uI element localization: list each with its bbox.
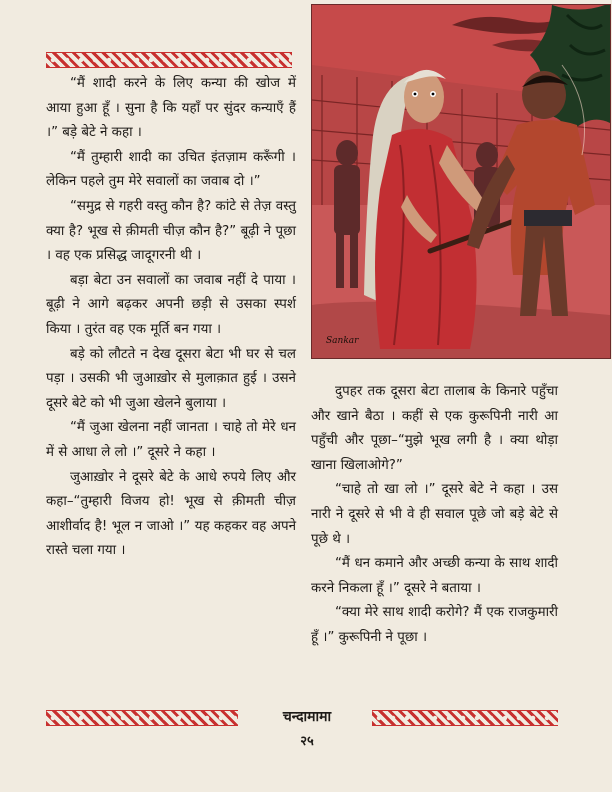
magazine-title: चन्दामामा [282, 709, 332, 725]
paragraph: जुआख़ोर ने दूसरे बेटे के आधे रुपये लिए और कहा–“तुम्हारी विजय हो! भूख से क़ीमती चीज़ आशीर्वाद है! भूल न जाओ ।” यह कहकर वह अपने रास्ते चला गया । [46, 469, 296, 559]
paragraph: “मैं तुम्हारी शादी का उचित इंतज़ाम करूँगी । लेकिन पहले तुम मेरे सवालों का जवाब दो ।” [46, 149, 296, 190]
paragraph: “मैं धन कमाने और अच्छी कन्या के साथ शादी करने निकला हूँ ।” दूसरे ने बताया । [311, 556, 558, 596]
paragraph: “समुद्र से गहरी वस्तु कौन है? कांटे से तेज़ वस्तु क्या है? भूख से क़ीमती चीज़ कौन है?” बूढ़ी ने पूछा । वह एक प्रसिद्ध जादूगरनी थी । [46, 198, 296, 264]
paragraph: “क्या मेरे साथ शादी करोगे? मैं एक राजकुमारी हूँ ।” कुरूपिनी ने पूछा । [311, 605, 558, 645]
left-text-column [46, 72, 296, 564]
paragraph: “चाहे तो खा लो ।” दूसरे बेटे ने कहा । उस नारी ने दूसरे से भी वे ही सवाल पूछे जो बड़े बेटे से पूछे थे । [311, 482, 558, 547]
page-number: २५ [300, 734, 314, 749]
illustration-artwork [312, 5, 610, 358]
bottom-left-decorative-border [46, 710, 238, 726]
paragraph: बड़ा बेटा उन सवालों का जवाब नहीं दे पाया । बूढ़ी ने आगे बढ़कर अपनी छड़ी से उसका स्पर्श किया । तुरंत वह एक मूर्ति बन गया । [46, 272, 296, 337]
artist-signature: Sankar [326, 336, 359, 346]
right-text-column [311, 380, 558, 651]
story-illustration [311, 4, 611, 359]
paragraph: “मैं शादी करने के लिए कन्या की खोज में आया हुआ हूँ । सुना है कि यहाँ पर सुंदर कन्याएँ हैं ।” बड़े बेटे ने कहा । [46, 76, 296, 141]
bottom-right-decorative-border [372, 710, 558, 726]
paragraph: बड़े को लौटते न देख दूसरा बेटा भी घर से चल पड़ा । उसकी भी जुआख़ोर से मुलाक़ात हुई । उसने दूसरे बेटे को भी जुआ खेलने बुलाया । [46, 346, 296, 411]
top-decorative-border [46, 52, 292, 68]
paragraph: दुपहर तक दूसरा बेटा तालाब के किनारे पहुँचा और खाने बैठा । कहीं से एक कुरूपिनी नारी आ पहुँची और पूछा–“मुझे भूख लगी है । क्या थोड़ा खाना खिलाओगे?” [311, 384, 558, 473]
paragraph: “मैं जुआ खेलना नहीं जानता । चाहे तो मेरे धन में से आधा ले लो ।” दूसरे ने कहा । [46, 420, 296, 460]
